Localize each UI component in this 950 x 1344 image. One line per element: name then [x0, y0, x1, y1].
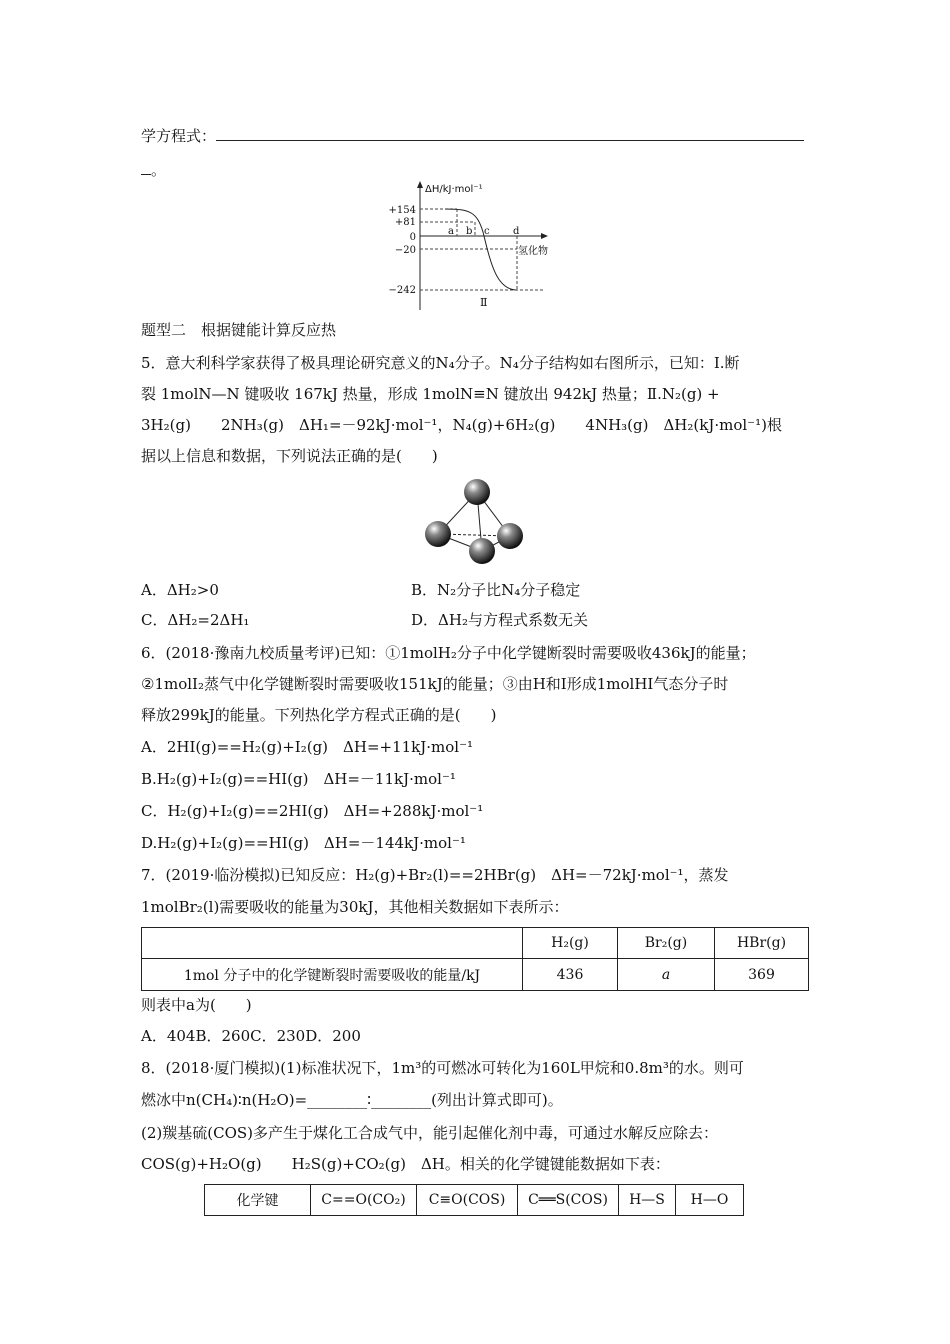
q5-line: 3H₂(g) 2NH₃(g) ΔH₁=－92kJ·mol⁻¹，N₄(g)+6H₂(g) 4NH₃(g) ΔH₂(kJ·mol⁻¹)根: [141, 416, 782, 434]
table-cell: H₂(g): [523, 928, 618, 959]
table-cell: a: [618, 959, 715, 991]
table-cell: [142, 928, 523, 959]
answer-blank[interactable]: [216, 126, 804, 141]
table-cell: C==O(CO₂): [311, 1185, 417, 1216]
equation-line: 学方程式：: [141, 126, 804, 146]
segment-label: c: [484, 226, 490, 237]
q8-line: COS(g)+H₂O(g) H₂S(g)+CO₂(g) ΔH。相关的化学键键能数据如下表：: [141, 1155, 670, 1173]
tick-label: +81: [394, 217, 416, 228]
table-cell: 1mol 分子中的化学键断裂时需要吸收的能量/kJ: [142, 959, 523, 991]
q5-option-b[interactable]: B．N₂分子比N₄分子稳定: [411, 581, 581, 599]
n4-molecule-diagram: [418, 474, 530, 570]
q6-line: 释放299kJ的能量。下列热化学方程式正确的是( ): [141, 706, 497, 724]
n-atom: [425, 521, 451, 547]
q6-option-c[interactable]: C．H₂(g)+I₂(g)==2HI(g) ΔH=+288kJ·mol⁻¹: [141, 802, 484, 820]
q6-line: 6．(2018·豫南九校质量考评)已知：①1molH₂分子中化学键断裂时需要吸收436kJ的能量；: [141, 644, 756, 662]
table-cell: HBr(g): [715, 928, 809, 959]
segment-label: a: [448, 226, 454, 237]
q7-line: 1molBr₂(l)需要吸收的能量为30kJ，其他相关数据如下表所示：: [141, 898, 569, 916]
table-cell: H—O: [676, 1185, 744, 1216]
table-cell: 化学键: [205, 1185, 311, 1216]
segment-label: b: [466, 226, 473, 237]
table-cell: H—S: [619, 1185, 676, 1216]
n-atom: [497, 523, 523, 549]
table-cell: 369: [715, 959, 809, 991]
q8-bond-energy-table: [204, 1184, 744, 1216]
tick-label: +154: [388, 205, 416, 216]
table-cell: C══S(COS): [518, 1185, 619, 1216]
q7-ask: 则表中a为( ): [141, 996, 252, 1014]
q8-line: 燃冰中n(CH₄)∶n(H₂O)=________∶________(列出计算式即可)。: [141, 1091, 563, 1109]
q6-option-b[interactable]: B.H₂(g)+I₂(g)==HI(g) ΔH=－11kJ·mol⁻¹: [141, 770, 456, 788]
tick-label: −20: [394, 245, 416, 256]
section-title: 题型二 根据键能计算反应热: [141, 321, 337, 339]
chart-caption: Ⅱ: [480, 296, 488, 309]
n-atom: [464, 479, 490, 505]
q6-option-a[interactable]: A．2HI(g)==H₂(g)+I₂(g) ΔH=+11kJ·mol⁻¹: [141, 738, 474, 756]
tick-label: 0: [409, 232, 416, 243]
y-axis-label: ΔH/kJ·mol⁻¹: [425, 184, 483, 195]
q5-option-a[interactable]: A．ΔH₂>0: [141, 581, 219, 599]
q8-line: (2)羰基硫(COS)多产生于煤化工合成气中，能引起催化剂中毒，可通过水解反应除去：: [141, 1124, 719, 1142]
q5-option-c[interactable]: C．ΔH₂=2ΔH₁: [141, 611, 250, 629]
table-cell: Br₂(g): [618, 928, 715, 959]
q6-line: ②1molI₂蒸气中化学键断裂时需要吸收151kJ的能量；③由H和I形成1molHI气态分子时: [141, 675, 729, 693]
q7-energy-table: [141, 927, 809, 991]
answer-blank-2[interactable]: [141, 160, 151, 175]
q7-line: 7．(2019·临汾模拟)已知反应：H₂(g)+Br₂(l)==2HBr(g) ΔH=－72kJ·mol⁻¹，蒸发: [141, 866, 729, 884]
table-cell: 436: [523, 959, 618, 991]
q5-line: 据以上信息和数据，下列说法正确的是( ): [141, 447, 438, 465]
q5-line: 5．意大利科学家获得了极具理论研究意义的N₄分子。N₄分子结构如右图所示，已知：Ⅰ.断: [141, 354, 740, 372]
x-axis-label: 氢化物: [518, 246, 548, 257]
q5-option-d[interactable]: D．ΔH₂与方程式系数无关: [411, 611, 588, 629]
segment-label: d: [513, 226, 520, 237]
q6-option-d[interactable]: D.H₂(g)+I₂(g)==HI(g) ΔH=－144kJ·mol⁻¹: [141, 834, 466, 852]
q5-line: 裂 1molN—N 键吸收 167kJ 热量，形成 1molN≡N 键放出 942kJ 热量；Ⅱ.N₂(g) +: [141, 385, 720, 403]
q8-line: 8．(2018·厦门模拟)(1)标准状况下，1m³的可燃冰可转化为160L甲烷和0.8m³的水。则可: [141, 1059, 744, 1077]
table-cell: C≡O(COS): [417, 1185, 518, 1216]
tick-label: −242: [388, 285, 416, 296]
equation-line-end: 。: [141, 160, 166, 180]
energy-diagram: [385, 180, 590, 320]
q7-options[interactable]: A．404B．260C．230D．200: [141, 1027, 361, 1045]
n-atom: [469, 538, 495, 564]
